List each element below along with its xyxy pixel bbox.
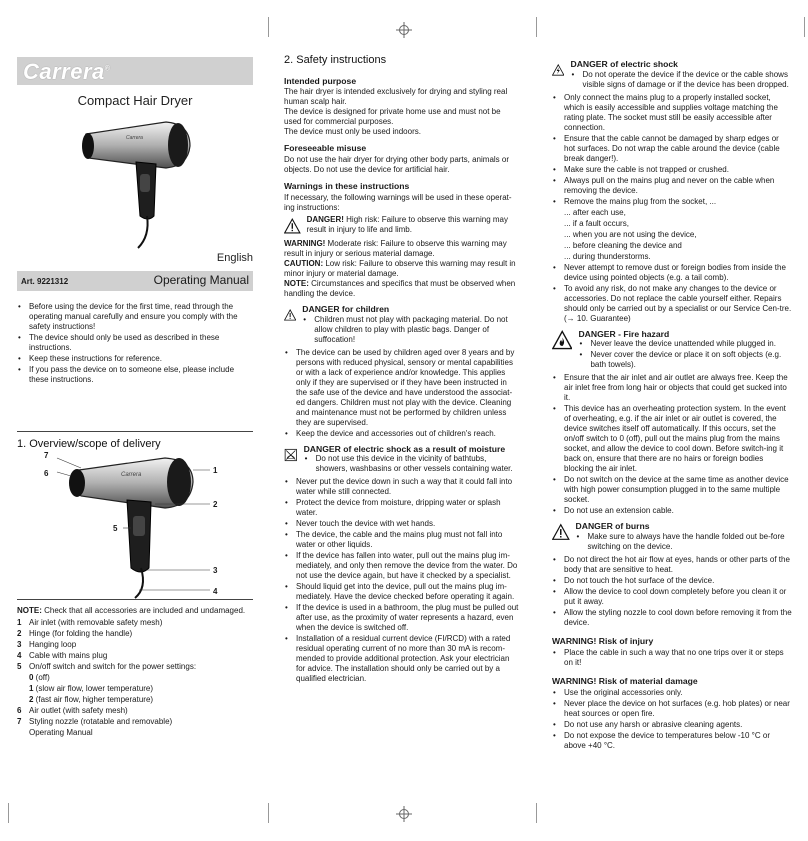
danger-moisture-heading: DANGER of electric shock as a result of moisture — [303, 443, 506, 454]
crop-mark — [536, 17, 537, 37]
no-water-icon — [284, 444, 298, 466]
list-item: • This device has an overheating protection system. In the event of overheating, e.g. if the air inlet or air outlet is covered, the device switches itself off automatically. If this occurs, set the on/off switch to 0 (off), pull out the mains plug from the mains socket, and allow the device to cool down. Before switch-ing it back on, ensure that there are no hairs or foreign bodies blocking the air inlet. — [552, 404, 792, 474]
fire-hazard-icon — [552, 329, 572, 351]
list-item: 5 On/off switch and switch for the power settings: — [17, 662, 197, 671]
list-item: 6 Air outlet (with safety mesh) — [17, 706, 128, 715]
callout-1: 1 — [213, 466, 218, 475]
list-item: • Never put the device down in such a way that it could fall into water while still connected. — [284, 477, 520, 497]
brand-logo: Carrera® — [23, 59, 111, 84]
warning-triangle-icon — [284, 304, 296, 326]
paragraph: The hair dryer is intended exclusively for drying and styling real human scalp hair. — [284, 87, 508, 107]
warning-definition: WARNING! Moderate risk: Failure to observe this warning may result in injury or serious material damage. — [284, 238, 507, 258]
list-item: • Before using the device for the first time, read through the operating manual carefully and ensure you comply with the safety instructions! — [17, 302, 253, 332]
warning-triangle-icon — [552, 521, 570, 543]
crop-mark — [8, 803, 9, 823]
dryer-brand-label: Carrera — [121, 472, 142, 478]
intended-purpose-heading: Intended purpose — [284, 75, 357, 86]
paragraph: The device is designed for private home use and must not be used for commercial purposes. — [284, 107, 501, 127]
list-item: ... when you are not using the device, — [564, 229, 697, 239]
danger-burns-block — [552, 521, 792, 553]
list-item: 4 Cable with mains plug — [17, 651, 108, 660]
list-item: • Should liquid get into the device, pull out the mains plug im-mediately. Have the device checked before operating it again. — [284, 582, 520, 602]
paragraph: The device must only be used indoors. — [284, 127, 421, 137]
callout-2: 2 — [213, 500, 218, 509]
list-item: 1 Air inlet (with removable safety mesh) — [17, 618, 163, 627]
callout-5: 5 — [113, 524, 118, 533]
dryer-brand-label: Carrera — [126, 135, 143, 141]
danger-children-heading: DANGER for children — [302, 303, 390, 314]
list-item: • Only connect the mains plug to a properly installed socket, which is easily accessible and supplies voltage matching the rating plate. The socket must still be easily accessible after connection. — [552, 93, 792, 133]
danger-burns-heading: DANGER of burns — [575, 521, 650, 532]
crop-mark — [804, 17, 805, 37]
section-heading-overview: 1. Overview/scope of delivery — [17, 431, 253, 452]
danger-fire-heading: DANGER - Fire hazard — [578, 328, 670, 339]
accessories-note: NOTE: Check that all accessories are included and undamaged. — [17, 599, 253, 616]
list-item: • Do not touch the hot surface of the device. — [552, 576, 792, 586]
list-item: • Place the cable in such a way that no one trips over it or steps on it! — [552, 648, 792, 668]
list-item: 7 Styling nozzle (rotatable and removable) — [17, 717, 173, 726]
list-item: • Keep these instructions for reference. — [17, 354, 253, 364]
danger-shock-block — [552, 59, 792, 91]
warnings-heading: Warnings in these instructions — [284, 181, 410, 192]
crop-mark — [268, 803, 269, 823]
list-item: • Do not switch on the device at the same time as another device with high power consumption plugged in to the same multiple socket. — [552, 475, 792, 505]
list-item: • Do not use any harsh or abrasive cleaning agents. — [552, 720, 792, 730]
list-item: • The device, the cable and the mains plug must not fall into water or other liquids. — [284, 530, 520, 550]
list-item: ... after each use, — [564, 207, 626, 217]
power-setting: 2 (fast air flow, higher temperature) — [29, 695, 154, 704]
list-item: • Protect the device from moisture, dripping water or splash water. — [284, 498, 520, 518]
list-item: • Ensure that the cable cannot be damaged by sharp edges or hot surfaces. Do not wrap the cable around the device (cable break danger!). — [552, 134, 792, 164]
list-item: • Never leave the device unattended while plugged in. — [578, 339, 792, 349]
danger-shock-heading: DANGER of electric shock — [570, 59, 678, 69]
language-label: English — [216, 252, 253, 264]
list-item: • To avoid any risk, do not make any changes to the device or accessories. Do not replace the cable yourself either. Repairs should only be carried out by a specialist or our Service Cen-tre. (→ 10. Guarantee) — [552, 284, 792, 324]
electric-shock-icon — [552, 59, 564, 81]
list-item: ... before cleaning the device and — [564, 240, 682, 250]
list-item: • If the device has fallen into water, pull out the mains plug im-mediately, and only then remove the device from the water. Do not use the device again, but have it checked by a specialist. — [284, 551, 520, 581]
list-item: ... if a fault occurs, — [564, 218, 629, 228]
list-item: • Installation of a residual current device (FI/RCD) with a rated residual operating current of no more than 30 mA is recom-mended to provide additional protection. Ask your electrician for advice. The installation should only be carried out by a qualified electrician. — [284, 634, 520, 684]
callout-6: 6 — [44, 469, 49, 478]
note-definition: NOTE: Circumstances and specifics that must be observed when handling the device. — [284, 278, 516, 298]
operating-manual-label: Operating Manual — [153, 273, 249, 287]
callout-4: 4 — [213, 587, 218, 596]
list-item: • Do not use an extension cable. — [552, 506, 792, 516]
danger-fire-block — [552, 329, 792, 372]
list-item: • Never touch the device with wet hands. — [284, 519, 520, 529]
power-setting: 0 (off) — [29, 673, 50, 682]
list-item: • Never attempt to remove dust or foreign bodies from inside the device using pointed objects (e.g. a tail comb). — [552, 263, 792, 283]
list-item: • Allow the styling nozzle to cool down before removing it from the device. — [552, 608, 792, 628]
registration-mark-icon — [396, 806, 412, 822]
crop-mark — [536, 803, 537, 823]
section-heading-safety: 2. Safety instructions — [284, 54, 387, 66]
list-item: • If you pass the device on to someone else, please include these instructions. — [17, 365, 253, 385]
parts-list — [17, 618, 253, 739]
caution-definition: CAUTION: Low risk: Failure to observe this warning may result in minor injury or material damage. — [284, 258, 516, 278]
paragraph: If necessary, the following warnings will be used in these operat-ing instructions: — [284, 192, 512, 212]
overview-illustration — [55, 450, 218, 600]
list-item: Operating Manual — [29, 728, 93, 737]
list-item: • If the device is used in a bathroom, the plug must be pulled out after use, as the proximity of water represents a hazard, even when the device is switched off. — [284, 603, 520, 633]
registration-mark-icon — [396, 22, 412, 38]
remove-plug-list — [552, 208, 792, 262]
crop-mark — [268, 17, 269, 37]
list-item: 2 Hinge (for folding the handle) — [17, 629, 133, 638]
operating-manual-bar — [17, 271, 253, 291]
list-item: • Keep the device and accessories out of children's reach. — [284, 429, 520, 439]
danger-children-block — [284, 304, 520, 346]
product-title: Compact Hair Dryer — [77, 93, 193, 108]
safety-column-2 — [284, 54, 520, 685]
list-item: • Children must not play with packaging material. Do not allow children to play with plastic bags. Danger of suffocation! — [302, 315, 520, 345]
list-item: • Do not operate the device if the device or the cable shows visible signs of damage or if the device has been dropped. — [570, 70, 792, 90]
list-item: 3 Hanging loop — [17, 640, 77, 649]
list-item: • Do not expose the device to temperatures below -10 °C or above +40 °C. — [552, 731, 792, 751]
material-damage-heading: WARNING! Risk of material damage — [552, 675, 698, 686]
warning-triangle-icon — [284, 215, 301, 237]
power-setting: 1 (slow air flow, lower temperature) — [29, 684, 154, 693]
list-item: • Use the original accessories only. — [552, 688, 792, 698]
list-item: • Never cover the device or place it on soft objects (e.g. bath towels). — [578, 350, 792, 370]
list-item: • The device can be used by children aged over 8 years and by persons with reduced physical, sensory or mental capabilities or with a lack of experience and/or knowledge. This applies only if they are supervised or if they have been instructed in the safe use of the device and have understood the associat-ed dangers. Children must not play with the device. Cleaning and maintenance must not be performed by children unless they are supervised. — [284, 348, 520, 428]
safety-column-3 — [552, 57, 792, 752]
intro-list — [17, 302, 253, 386]
injury-heading: WARNING! Risk of injury — [552, 636, 654, 647]
list-item: • The device should only be used as described in these instructions. — [17, 333, 253, 353]
danger-moisture-block — [284, 444, 520, 476]
callout-7: 7 — [44, 451, 49, 460]
brand-bar — [17, 57, 253, 85]
article-number: Art. 9221312 — [21, 277, 69, 286]
danger-definition: DANGER! High risk: Failure to observe this warning may result in injury to life and limb. — [284, 215, 520, 237]
callout-3: 3 — [213, 566, 218, 575]
list-item: • Make sure the cable is not trapped or crushed. — [552, 165, 792, 175]
list-item: • Do not direct the hot air flow at eyes, hands or other parts of the body that are sensitive to heat. — [552, 555, 792, 575]
list-item: • Make sure to always have the handle folded out be-fore switching on the device. — [576, 532, 792, 552]
list-item: • Never place the device on hot surfaces (e.g. hob plates) or near heat sources or open fire. — [552, 699, 792, 719]
list-item: • Ensure that the air inlet and air outlet are always free. Keep the air inlet free from long hair or objects that could get sucked into it. — [552, 373, 792, 403]
list-item: • Remove the mains plug from the socket, ... — [552, 197, 792, 207]
misuse-heading: Foreseeable misuse — [284, 143, 367, 154]
list-item: • Always pull on the mains plug and never on the cable when removing the device. — [552, 176, 792, 196]
list-item: ... during thunderstorms. — [564, 251, 651, 261]
list-item: • Allow the device to cool down completely before you clean it or put it away. — [552, 587, 792, 607]
list-item: • Do not use this device in the vicinity of bathtubs, showers, washbasins or other vessels containing water. — [304, 454, 520, 474]
paragraph: Do not use the hair dryer for drying other body parts, animals or objects. Do not use the device for artificial hair. — [284, 155, 509, 175]
hair-dryer-illustration — [78, 112, 198, 252]
